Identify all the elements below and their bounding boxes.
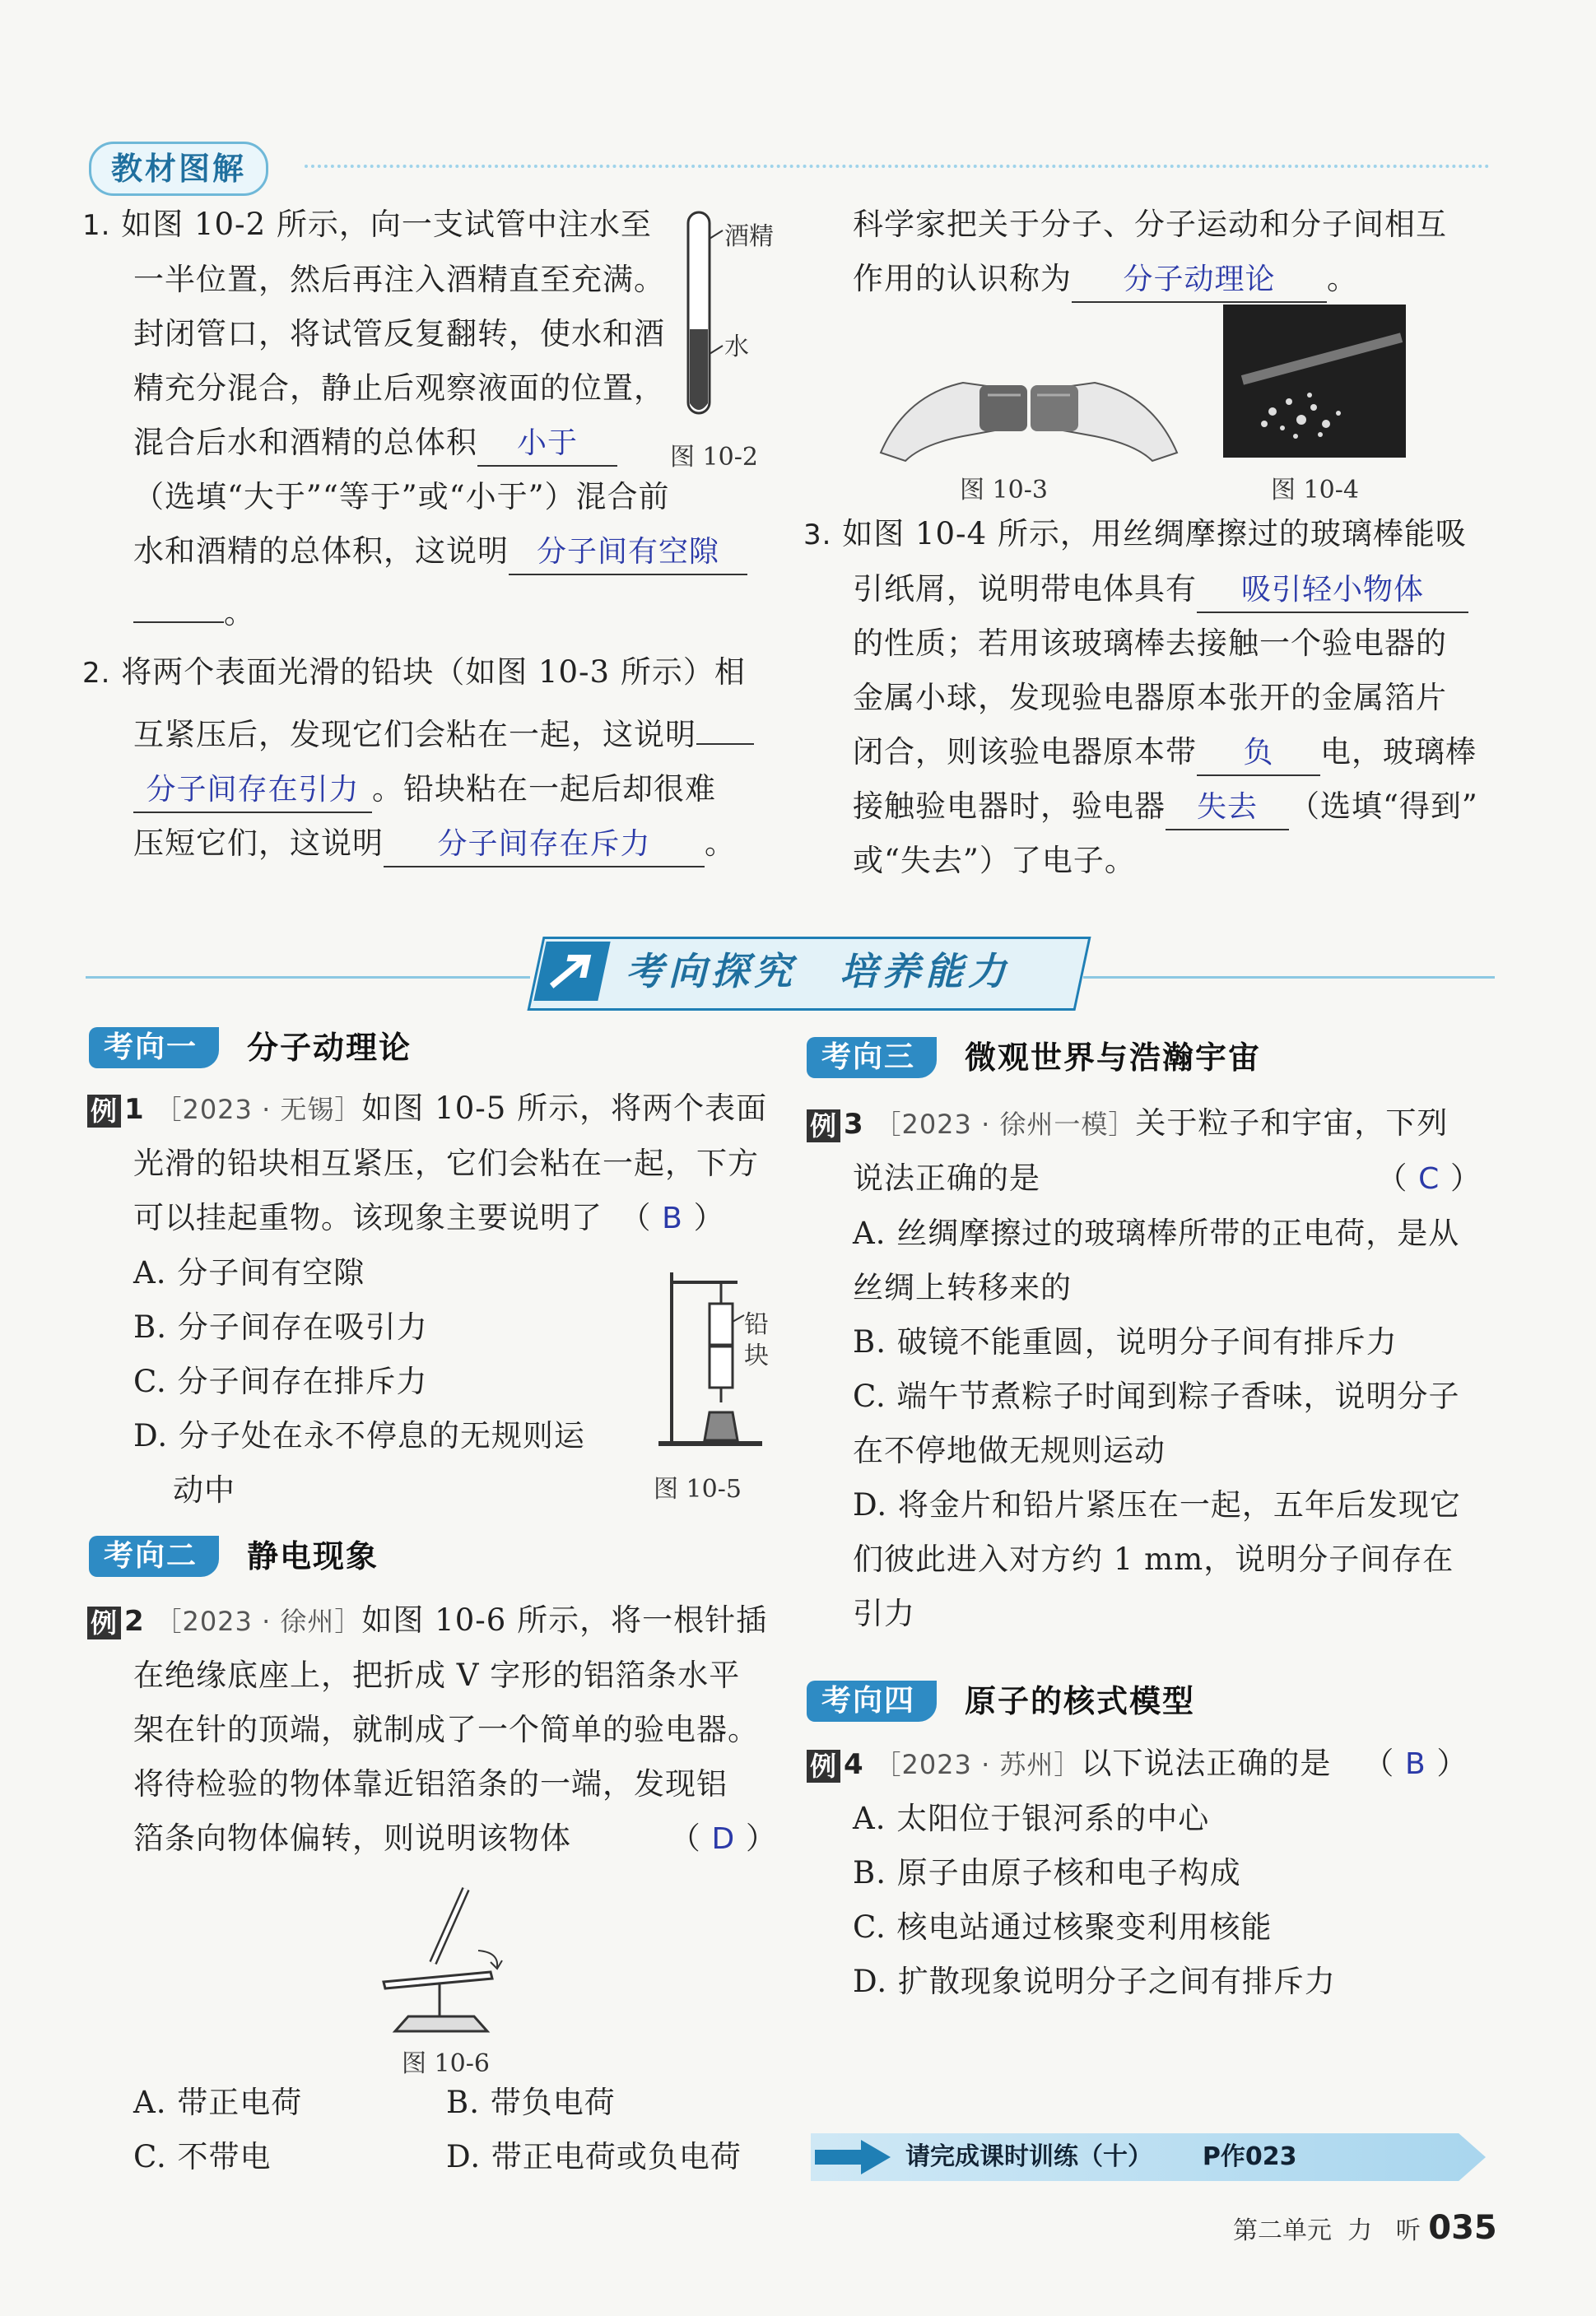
example1-source: ［2023 · 无锡］	[155, 1094, 362, 1125]
q2-line4: 压短它们，这说明	[133, 825, 384, 861]
example1-number: 1	[124, 1093, 145, 1126]
example1-line1: 如图 10-5 所示，将两个表面	[361, 1091, 768, 1126]
example3-option-a: A. 丝绸摩擦过的玻璃棒所带的正电荷，是从	[853, 1216, 1460, 1251]
fig-10-5-caption: 图 10-5	[654, 1475, 742, 1504]
example3-answer: C	[1418, 1162, 1440, 1196]
example2-number: 2	[124, 1605, 145, 1638]
example3-option-a-cont: 丝绸上转移来的	[853, 1270, 1072, 1305]
example2-option-b: B. 带负电荷	[446, 2085, 616, 2120]
q2-answer1: 分子间存在引力	[133, 769, 372, 813]
fig-10-5-label2: 块	[744, 1342, 769, 1370]
example2-answer-bracket: （ D ）	[669, 1821, 777, 1856]
q1-period: 。	[224, 595, 255, 630]
example2-answer: D	[711, 1822, 736, 1856]
example3-option-b: B. 破镜不能重圆，说明分子间有排斥力	[853, 1324, 1398, 1360]
right-top-block	[853, 198, 1511, 306]
q1-number: 1.	[82, 209, 111, 242]
example4-option-d: D. 扩散现象说明分子之间有排斥力	[853, 1964, 1336, 1999]
topic2-title: 静电现象	[247, 1538, 379, 1574]
fig-10-5-label1: 铅	[744, 1310, 769, 1339]
example2-line1: 如图 10-6 所示，将一根针插	[361, 1602, 768, 1638]
footer-unit: 第二单元	[1233, 2216, 1332, 2245]
q3-answer2: 负	[1197, 732, 1320, 776]
q3-line6: 接触验电器时，验电器	[853, 788, 1166, 824]
q3-line5-end: 电，玻璃棒	[1320, 734, 1477, 770]
topic1-badge: 考向一	[89, 1027, 219, 1068]
example3-source: ［2023 · 徐州一模］	[874, 1109, 1136, 1140]
example3-option-d: D. 将金片和铅片紧压在一起，五年后发现它	[853, 1487, 1461, 1523]
example2-label: 例	[87, 1607, 121, 1639]
example1-line2: 光滑的铅块相互紧压，它们会粘在一起，下方	[133, 1146, 759, 1181]
q3-line3: 的性质；若用该玻璃棒去接触一个验电器的	[853, 626, 1447, 661]
example3-number: 3	[844, 1108, 864, 1141]
example4-number: 4	[844, 1748, 864, 1781]
figure-10-3-lead-blocks	[872, 337, 1185, 469]
q3-line4: 金属小球，发现验电器原本张开的金属箔片	[853, 680, 1447, 715]
q1-answer2-continuation	[133, 579, 224, 623]
topic4-badge: 考向四	[807, 1681, 937, 1722]
example4-option-c: C. 核电站通过核聚变利用核能	[853, 1909, 1273, 1945]
fig-10-3-caption: 图 10-3	[960, 476, 1048, 505]
textbook-diagram-badge: 教材图解	[89, 142, 268, 196]
q2-blank-start	[696, 700, 754, 745]
q1-line7: 水和酒精的总体积，这说明	[133, 533, 509, 569]
example2-line2: 在绝缘底座上，把折成 V 字形的铝箔条水平	[133, 1658, 741, 1693]
example1-option-a: A. 分子间有空隙	[133, 1255, 365, 1291]
page-number: 035	[1428, 2209, 1497, 2247]
q1-line6: （选填“大于”“等于”或“小于”）混合前	[133, 479, 670, 514]
q3-answer3: 失去	[1166, 786, 1289, 830]
q3-line7: 或“失去”）了电子。	[853, 843, 1136, 878]
topic3-title: 微观世界与浩瀚宇宙	[965, 1039, 1262, 1076]
q1-line4: 精充分混合，静止后观察液面的位置，	[133, 370, 665, 406]
example4-label: 例	[807, 1750, 840, 1783]
footer-chapter: 力	[1347, 2216, 1373, 2245]
topic2-badge: 考向二	[89, 1536, 219, 1577]
example1-line3: 可以挂起重物。该现象主要说明了	[133, 1200, 603, 1235]
example2-line4: 将待检验的物体靠近铝箔条的一端，发现铝	[133, 1766, 728, 1802]
fig-10-2-caption: 图 10-2	[670, 443, 758, 472]
example2-options	[133, 2076, 792, 2184]
example3-label: 例	[807, 1109, 840, 1142]
q3-line1: 如图 10-4 所示，用丝绸摩擦过的玻璃棒能吸	[842, 516, 1467, 551]
q3-line2: 引纸屑，说明带电体具有	[853, 571, 1197, 607]
q3-number: 3.	[803, 519, 832, 551]
example2-block	[87, 1593, 779, 1867]
figure-10-6-foil-electroscope	[375, 1885, 540, 2041]
right-top-answer: 分子动理论	[1072, 258, 1327, 303]
section-arrow-icon	[533, 942, 610, 1001]
example1-option-b: B. 分子间存在吸引力	[133, 1309, 428, 1345]
example4-source: ［2023 · 苏州］	[874, 1749, 1082, 1780]
right-top-period: 。	[1327, 261, 1358, 296]
example1-label: 例	[87, 1095, 121, 1128]
q2-period: 。	[705, 825, 736, 861]
example1-option-d-cont: 动中	[173, 1472, 235, 1508]
q3-block	[803, 507, 1511, 888]
example3-answer-bracket: （ C ）	[1376, 1160, 1482, 1196]
q2-line2: 互紧压后，发现它们会粘在一起，这说明	[133, 717, 696, 752]
header-dotted-line	[305, 165, 1490, 168]
q1-block	[82, 198, 774, 640]
q1-line5: 混合后水和酒精的总体积	[133, 425, 477, 460]
topic1-title: 分子动理论	[247, 1030, 412, 1066]
page-info	[1233, 2207, 1497, 2252]
q2-answer2: 分子间存在斥力	[384, 823, 705, 867]
topic3-badge: 考向三	[807, 1037, 937, 1078]
section-title: 考向探究 培养能力	[626, 949, 1011, 993]
example4-option-a: A. 太阳位于银河系的中心	[853, 1801, 1210, 1836]
example3-line2: 说法正确的是	[853, 1160, 1040, 1196]
footer-arrow-icon	[815, 2137, 894, 2178]
example2-option-c: C. 不带电	[133, 2139, 272, 2174]
figure-10-4-glass-rod-photo	[1223, 305, 1406, 458]
example4-line1: 以下说法正确的是	[1081, 1746, 1332, 1781]
q1-line2: 一半位置，然后再注入酒精直至充满。	[133, 262, 665, 297]
q1-line1: 如图 10-2 所示，向一支试管中注水至	[121, 207, 652, 242]
footer-instruction	[905, 2133, 1297, 2181]
example2-option-d: D. 带正电荷或负电荷	[446, 2139, 742, 2174]
section-line-right	[1083, 976, 1495, 979]
example1-answer-bracket: （ B ）	[620, 1200, 725, 1235]
example3-line1: 关于粒子和宇宙，下列	[1135, 1105, 1449, 1141]
q2-line3: 。铅块粘在一起后却很难	[372, 771, 716, 807]
q3-line5: 闭合，则该验电器原本带	[853, 734, 1197, 770]
example3-option-c: C. 端午节煮粽子时闻到粽子香味，说明分子	[853, 1379, 1460, 1414]
example2-option-a: A. 带正电荷	[133, 2085, 303, 2120]
example1-answer: B	[662, 1202, 683, 1235]
example3-option-d-cont2: 引力	[853, 1596, 915, 1631]
example3-option-c-cont: 在不停地做无规则运动	[853, 1433, 1166, 1468]
q2-block	[82, 645, 774, 871]
example1-option-d: D. 分子处在永不停息的无规则运	[133, 1418, 585, 1453]
right-top-line1: 科学家把关于分子、分子运动和分子间相互	[853, 207, 1447, 242]
q1-answer2: 分子间有空隙	[509, 531, 747, 575]
example3-block	[807, 1096, 1515, 1641]
example4-answer: B	[1404, 1747, 1426, 1781]
example4-answer-bracket: （ B ）	[1363, 1746, 1468, 1781]
example4-block	[807, 1737, 1515, 2009]
fig-10-2-label-alcohol: 酒精	[724, 222, 774, 251]
fig-10-2-label-water: 水	[724, 333, 749, 361]
topic4-title: 原子的核式模型	[965, 1683, 1196, 1719]
example2-line5: 箔条向物体偏转，则说明该物体	[133, 1821, 571, 1856]
q1-answer1: 小于	[477, 422, 617, 467]
q2-line1: 将两个表面光滑的铅块（如图 10-3 所示）相	[121, 654, 746, 690]
example2-source: ［2023 · 徐州］	[155, 1606, 362, 1637]
fig-10-6-caption: 图 10-6	[402, 2049, 490, 2078]
footer-page-ref: P作023	[1202, 2142, 1297, 2171]
example1-option-c: C. 分子间存在排斥力	[133, 1364, 428, 1399]
example3-option-d-cont: 们彼此进入对方约 1 mm，说明分子间存在	[853, 1542, 1454, 1577]
q3-answer1: 吸引轻小物体	[1197, 569, 1468, 613]
q1-line3: 封闭管口，将试管反复翻转，使水和酒	[133, 316, 665, 351]
footer-instruction-text: 请完成课时训练（十）	[905, 2142, 1152, 2171]
fig-10-4-caption: 图 10-4	[1271, 476, 1359, 505]
example4-option-b: B. 原子由原子核和电子构成	[853, 1855, 1241, 1890]
section-line-left	[86, 976, 530, 979]
example2-line3: 架在针的顶端，就制成了一个简单的验电器。	[133, 1712, 759, 1747]
q3-line6-end: （选填“得到”	[1289, 788, 1478, 824]
right-top-line2: 作用的认识称为	[853, 261, 1072, 296]
footer-section: 听	[1395, 2216, 1421, 2245]
q2-number: 2.	[82, 657, 111, 690]
